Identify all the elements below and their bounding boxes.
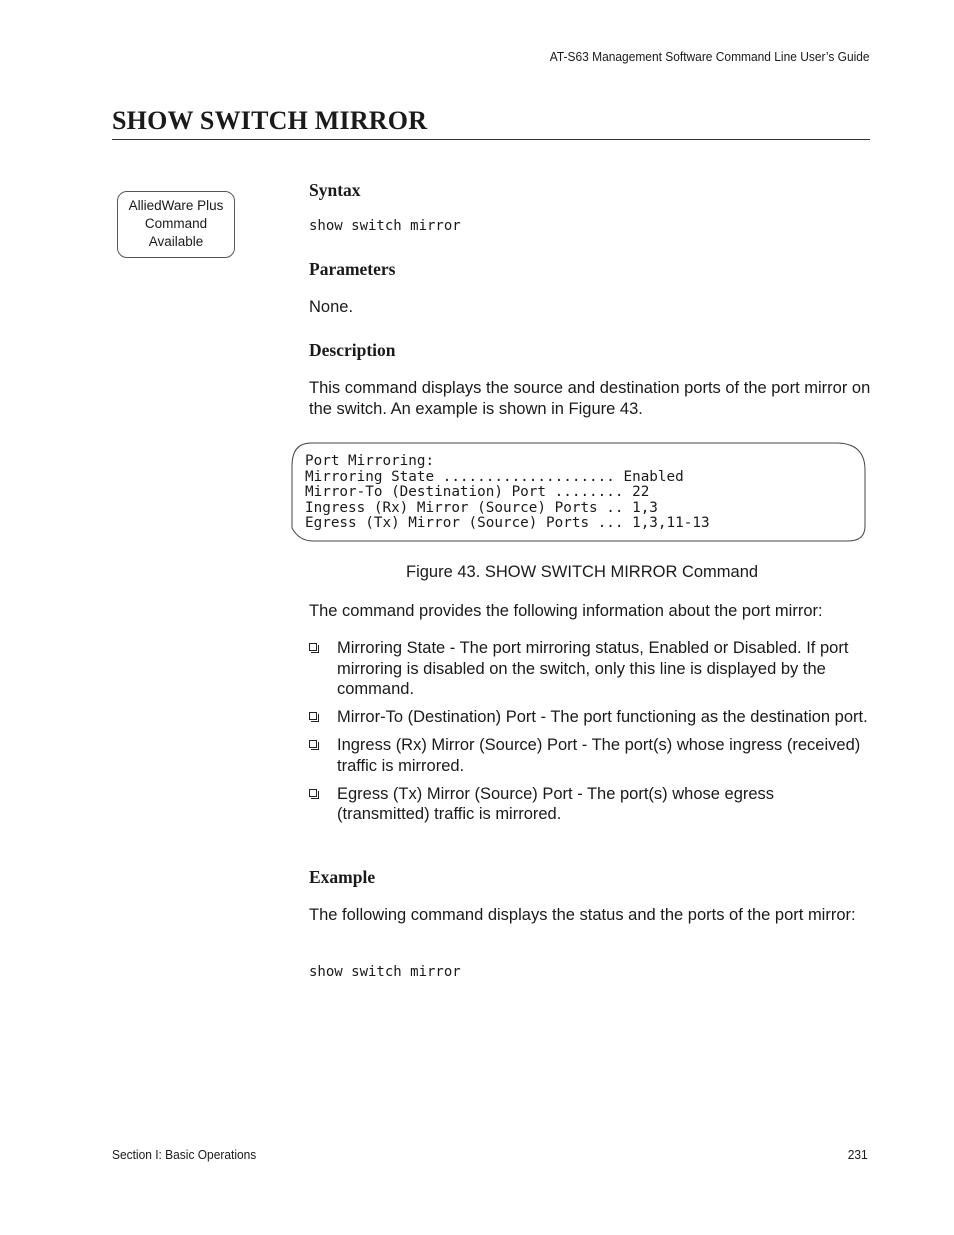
bullet-text: Egress (Tx) Mirror (Source) Port - The port(s) whose egress (transmitted) traffic is mirrored. bbox=[337, 784, 775, 823]
figure-output bbox=[305, 454, 710, 532]
example-text: The following command displays the status and the ports of the port mirror: bbox=[309, 906, 856, 924]
badge-line-2: Command bbox=[144, 216, 208, 231]
parameters-heading: Parameters bbox=[309, 259, 396, 279]
figure-line: Mirror-To (Destination) Port ........ 22 bbox=[305, 484, 650, 501]
bullet-text: Mirroring State - The port mirroring status, Enabled or Disabled. If port mirroring is disabled on the switch, only this line is displayed by the command. bbox=[337, 639, 849, 698]
running-header: AT-S63 Management Software Command Line User’s Guide bbox=[550, 49, 870, 64]
list-item bbox=[309, 638, 871, 700]
list-item bbox=[309, 707, 871, 728]
alliedware-plus-badge bbox=[117, 191, 235, 258]
page-number: 231 bbox=[848, 1147, 868, 1162]
figure-line: Ingress (Rx) Mirror (Source) Ports .. 1,3 bbox=[305, 499, 658, 516]
figure-line: Mirroring State .................... Enabled bbox=[305, 468, 684, 485]
list-item bbox=[309, 784, 871, 825]
page-title: SHOW SWITCH MIRROR bbox=[112, 106, 428, 135]
badge-line-3: Available bbox=[148, 234, 204, 249]
figure-caption-text: Figure 43. SHOW SWITCH MIRROR Command bbox=[406, 563, 759, 581]
description-heading: Description bbox=[309, 340, 396, 360]
checkbox-bullet-icon bbox=[309, 643, 317, 651]
info-intro: The command provides the following information about the port mirror: bbox=[309, 602, 823, 620]
footer-section: Section I: Basic Operations bbox=[112, 1147, 257, 1162]
syntax-heading: Syntax bbox=[309, 180, 361, 200]
info-bullet-list bbox=[309, 638, 871, 832]
example-heading: Example bbox=[309, 867, 376, 887]
checkbox-bullet-icon bbox=[309, 712, 317, 720]
title-rule bbox=[112, 139, 870, 140]
example-command: show switch mirror bbox=[309, 964, 461, 980]
list-item bbox=[309, 735, 871, 776]
figure-line: Port Mirroring: bbox=[305, 453, 435, 469]
badge-line-1: AlliedWare Plus bbox=[128, 198, 224, 213]
bullet-text: Ingress (Rx) Mirror (Source) Port - The port(s) whose ingress (received) traffic is mirrored. bbox=[337, 736, 861, 775]
figure-line: Egress (Tx) Mirror (Source) Ports ... 1,3,11-13 bbox=[305, 515, 710, 532]
syntax-command: show switch mirror bbox=[309, 218, 461, 234]
description-text: This command displays the source and destination ports of the port mirror on the switch. An example is shown in Figure 43. bbox=[309, 379, 871, 418]
parameters-text: None. bbox=[309, 298, 354, 316]
bullet-text: Mirror-To (Destination) Port - The port functioning as the destination port. bbox=[337, 708, 868, 726]
checkbox-bullet-icon bbox=[309, 740, 317, 748]
checkbox-bullet-icon bbox=[309, 789, 317, 797]
